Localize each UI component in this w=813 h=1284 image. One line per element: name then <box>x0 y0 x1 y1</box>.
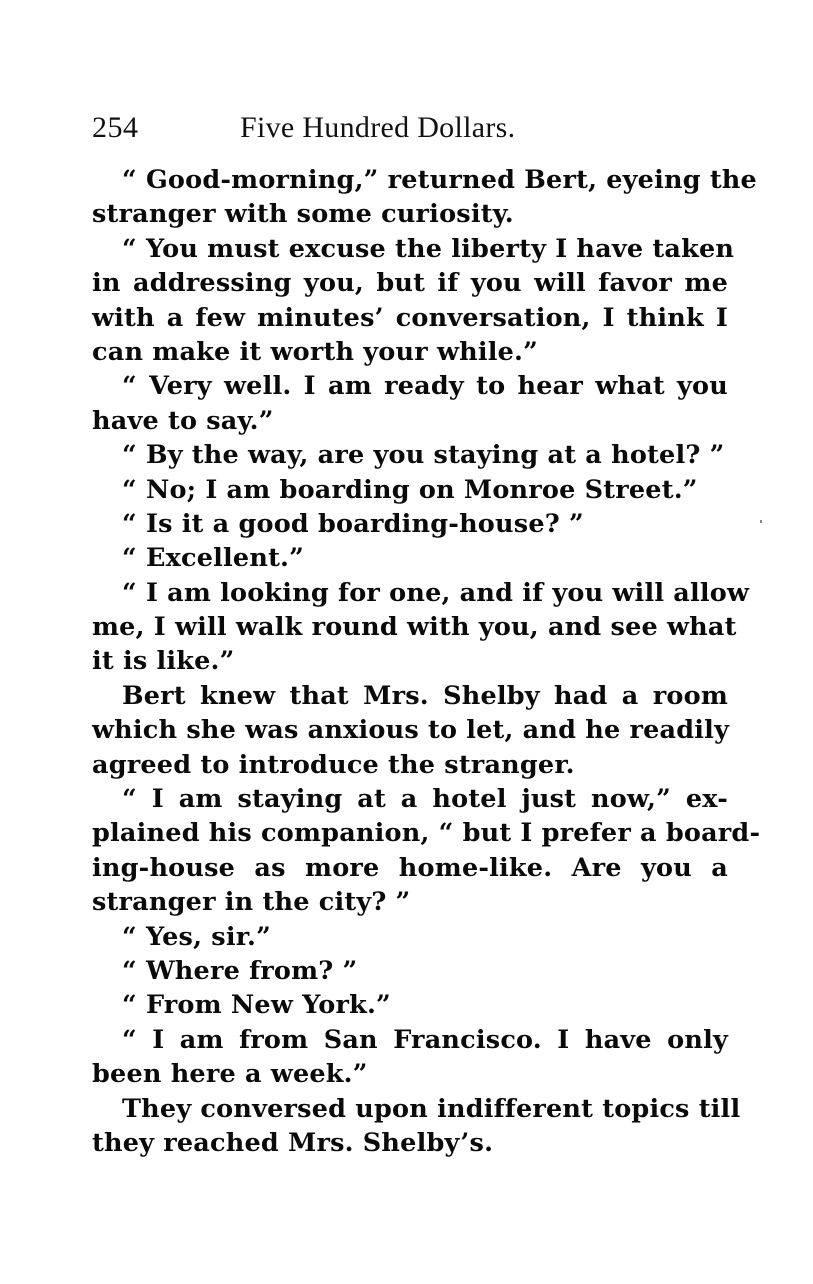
text-line: can make it worth your while.” <box>92 336 538 367</box>
text-line: “ Excellent.” <box>122 543 304 574</box>
text-line: “ I am looking for one, and if you will allow <box>122 577 750 608</box>
text-line: “ You must excuse the liberty I have taken <box>122 233 735 264</box>
text-line: me, I will walk round with you, and see what <box>92 612 737 643</box>
text-line: “ Good-morning,” returned Bert, eyeing the <box>122 165 757 195</box>
text-line: “ Is it a good boarding-house? ” <box>122 508 584 539</box>
text-line: in addressing you, but if you will favor me <box>92 268 728 299</box>
text-line: plained his companion, “ but I prefer a board- <box>92 818 761 849</box>
text-line: have to say.” <box>92 405 274 436</box>
text-line: agreed to introduce the stranger. <box>92 749 575 780</box>
text-line: Bert knew that Mrs. Shelby had a room <box>122 680 728 711</box>
text-line: “ By the way, are you staying at a hotel? ” <box>122 440 725 471</box>
text-line: which she was anxious to let, and he readily <box>92 715 730 746</box>
body-text <box>92 163 761 1160</box>
text-line: stranger in the city? ” <box>92 887 411 918</box>
page-header <box>92 108 732 148</box>
print-speck <box>760 520 762 523</box>
text-line: “ Very well. I am ready to hear what you <box>122 371 728 402</box>
text-line: they reached Mrs. Shelby’s. <box>92 1127 494 1158</box>
running-title: Five Hundred Dollars. <box>240 111 516 144</box>
text-line: with a few minutes’ conversation, I think I <box>92 302 728 333</box>
text-line: “ From New York.” <box>122 990 391 1021</box>
text-line: stranger with some curiosity. <box>92 199 514 230</box>
text-line: “ No; I am boarding on Monroe Street.” <box>122 474 698 505</box>
text-line: “ Yes, sir.” <box>122 921 271 952</box>
text-line: been here a week.” <box>92 1059 368 1090</box>
page-number: 254 <box>92 111 139 144</box>
text-line: “ I am from San Francisco. I have only <box>122 1024 728 1055</box>
text-line: “ I am staying at a hotel just now,” ex- <box>122 784 728 815</box>
text-line: it is like.” <box>92 646 235 677</box>
text-line: ing-house as more home-like. Are you a <box>92 852 728 883</box>
text-line: “ Where from? ” <box>122 955 358 986</box>
text-line: They conversed upon indifferent topics till <box>122 1093 741 1124</box>
